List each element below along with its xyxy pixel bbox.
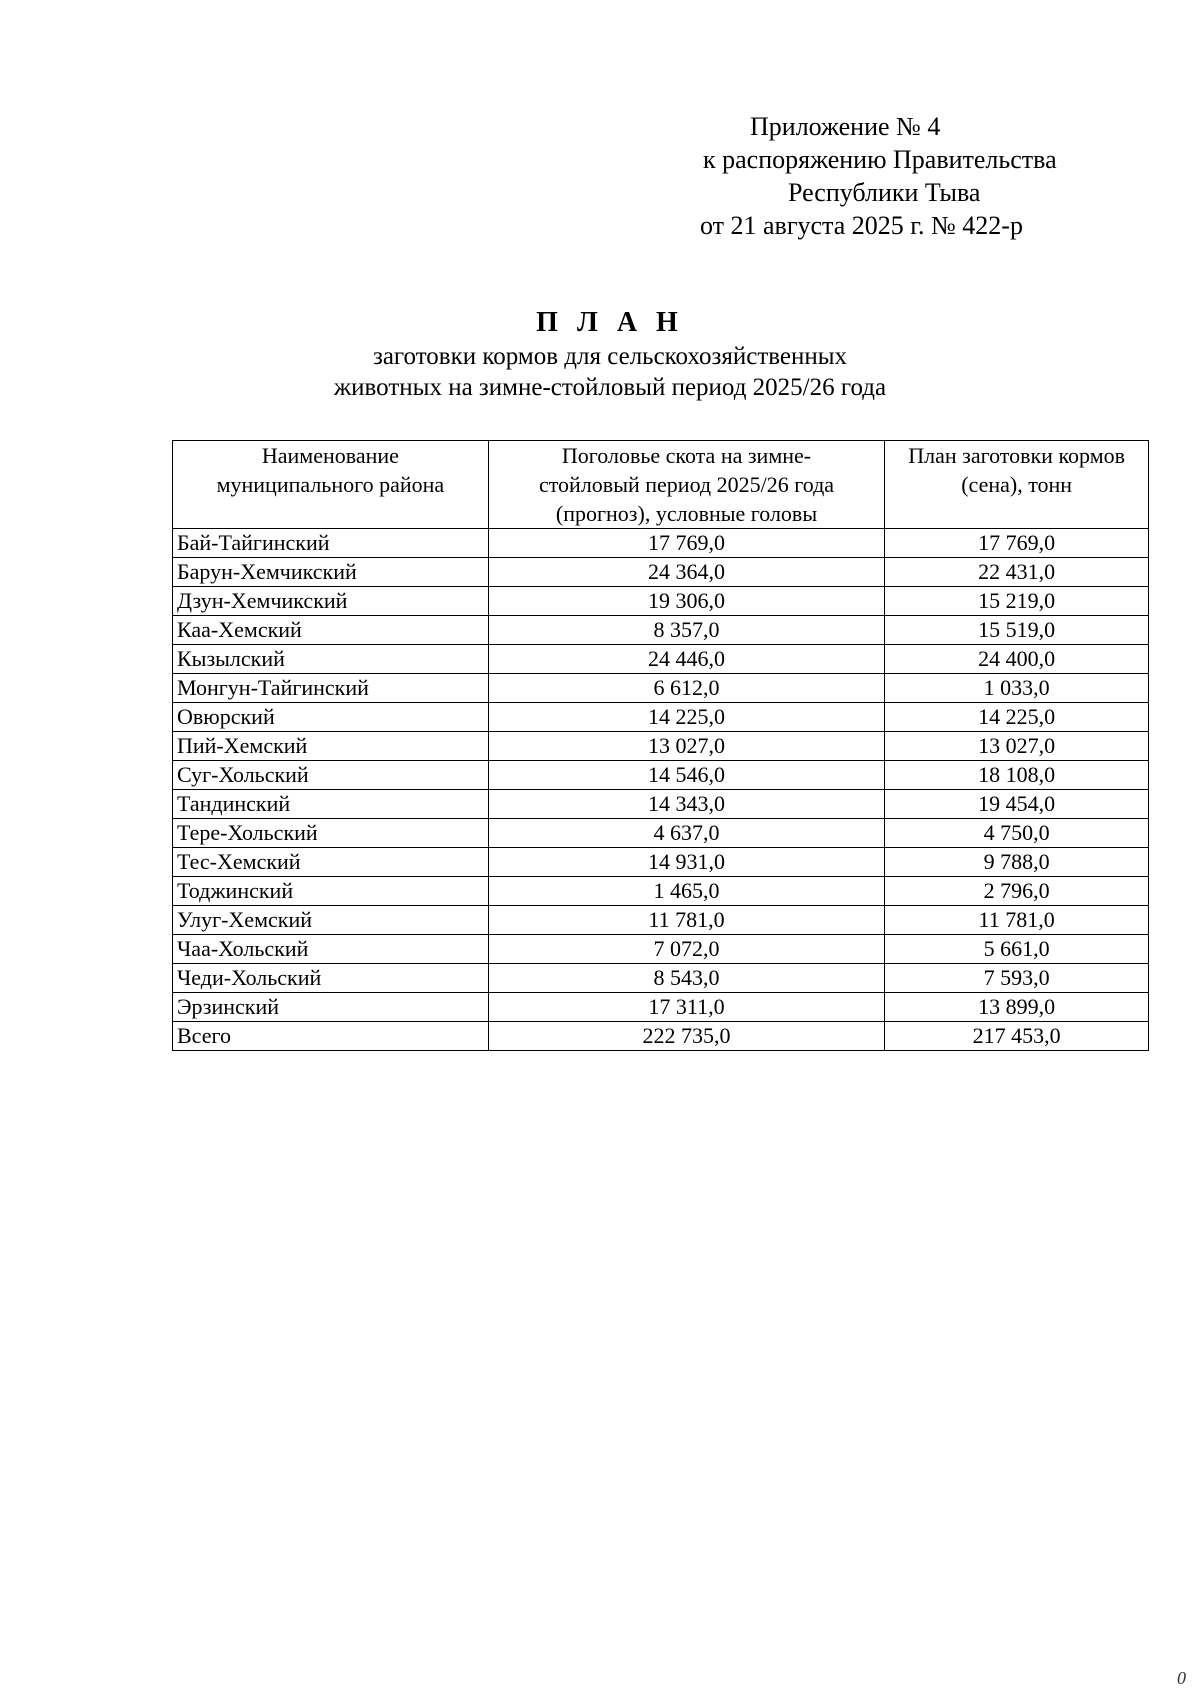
livestock-cell: 24 364,0 [488,558,885,587]
livestock-cell: 14 343,0 [488,790,885,819]
livestock-cell: 1 465,0 [488,877,885,906]
fodder-cell: 19 454,0 [885,790,1149,819]
district-name-cell: Улуг-Хемский [173,906,489,935]
fodder-cell: 24 400,0 [885,645,1149,674]
header-line: (прогноз), условные головы [555,501,818,526]
document-subtitle-line-2: животных на зимне-стойловый период 2025/26 года [333,374,887,401]
appendix-date: от 21 августа 2025 г. № 422-р [700,211,1023,240]
fodder-cell: 13 027,0 [885,732,1149,761]
livestock-cell: 8 543,0 [488,964,885,993]
district-name-cell: Тандинский [173,790,489,819]
header-line: стойловый период 2025/26 года [538,472,835,497]
fodder-plan-table [172,440,1149,1051]
livestock-cell: 222 735,0 [488,1022,885,1051]
district-name-cell: Дзун-Хемчикский [173,587,489,616]
livestock-cell: 17 769,0 [488,529,885,558]
appendix-reference: к распоряжению Правительства [703,145,1057,174]
fodder-cell: 15 219,0 [885,587,1149,616]
livestock-cell: 7 072,0 [488,935,885,964]
header-district [173,441,489,529]
district-name-cell: Барун-Хемчикский [173,558,489,587]
table-row [173,935,1149,964]
table-row [173,558,1149,587]
fodder-cell: 17 769,0 [885,529,1149,558]
fodder-cell: 14 225,0 [885,703,1149,732]
fodder-cell: 22 431,0 [885,558,1149,587]
table-row [173,587,1149,616]
fodder-cell: 5 661,0 [885,935,1149,964]
livestock-cell: 19 306,0 [488,587,885,616]
header-line: (сена), тонн [961,472,1073,497]
table-body [173,529,1149,1051]
appendix-republic: Республики Тыва [788,178,981,207]
district-name-cell: Всего [173,1022,489,1051]
livestock-cell: 6 612,0 [488,674,885,703]
header-livestock [488,441,885,529]
livestock-cell: 8 357,0 [488,616,885,645]
table-row [173,761,1149,790]
district-name-cell: Кызылский [173,645,489,674]
header-line: муниципального района [216,472,445,497]
district-name-cell: Тоджинский [173,877,489,906]
livestock-cell: 24 446,0 [488,645,885,674]
header-line: Наименование [261,443,399,468]
table-row [173,732,1149,761]
district-name-cell: Монгун-Тайгинский [173,674,489,703]
fodder-cell: 18 108,0 [885,761,1149,790]
district-name-cell: Эрзинский [173,993,489,1022]
appendix-number: Приложение № 4 [750,112,941,141]
fodder-cell: 2 796,0 [885,877,1149,906]
district-name-cell: Бай-Тайгинский [173,529,489,558]
district-name-cell: Суг-Хольский [173,761,489,790]
document-title-block [170,305,1050,403]
district-name-cell: Овюрский [173,703,489,732]
table-row [173,703,1149,732]
livestock-cell: 14 546,0 [488,761,885,790]
livestock-cell: 4 637,0 [488,819,885,848]
table-row [173,790,1149,819]
fodder-cell: 13 899,0 [885,993,1149,1022]
fodder-cell: 11 781,0 [885,906,1149,935]
fodder-cell: 9 788,0 [885,848,1149,877]
table-row [173,877,1149,906]
fodder-cell: 7 593,0 [885,964,1149,993]
fodder-cell: 1 033,0 [885,674,1149,703]
document-title: П Л А Н [536,307,684,338]
fodder-cell: 217 453,0 [885,1022,1149,1051]
district-name-cell: Пий-Хемский [173,732,489,761]
document-subtitle-line-1: заготовки кормов для сельскохозяйственных [372,343,848,370]
table-row [173,819,1149,848]
table-row [173,645,1149,674]
header-fodder [885,441,1149,529]
table-row [173,674,1149,703]
header-line: План заготовки кормов [908,443,1126,468]
table-header-row [173,441,1149,529]
fodder-cell: 15 519,0 [885,616,1149,645]
table-row [173,529,1149,558]
appendix-header [700,110,1100,242]
table-row [173,616,1149,645]
livestock-cell: 14 225,0 [488,703,885,732]
table-row [173,993,1149,1022]
table-row [173,964,1149,993]
header-line: Поголовье скота на зимне- [561,443,812,468]
district-name-cell: Каа-Хемский [173,616,489,645]
district-name-cell: Тере-Хольский [173,819,489,848]
district-name-cell: Чаа-Хольский [173,935,489,964]
table-total-row [173,1022,1149,1051]
table-row [173,848,1149,877]
fodder-cell: 4 750,0 [885,819,1149,848]
livestock-cell: 13 027,0 [488,732,885,761]
livestock-cell: 11 781,0 [488,906,885,935]
corner-mark: 0 [1177,1668,1186,1688]
table-row [173,906,1149,935]
livestock-cell: 17 311,0 [488,993,885,1022]
district-name-cell: Чеди-Хольский [173,964,489,993]
district-name-cell: Тес-Хемский [173,848,489,877]
livestock-cell: 14 931,0 [488,848,885,877]
